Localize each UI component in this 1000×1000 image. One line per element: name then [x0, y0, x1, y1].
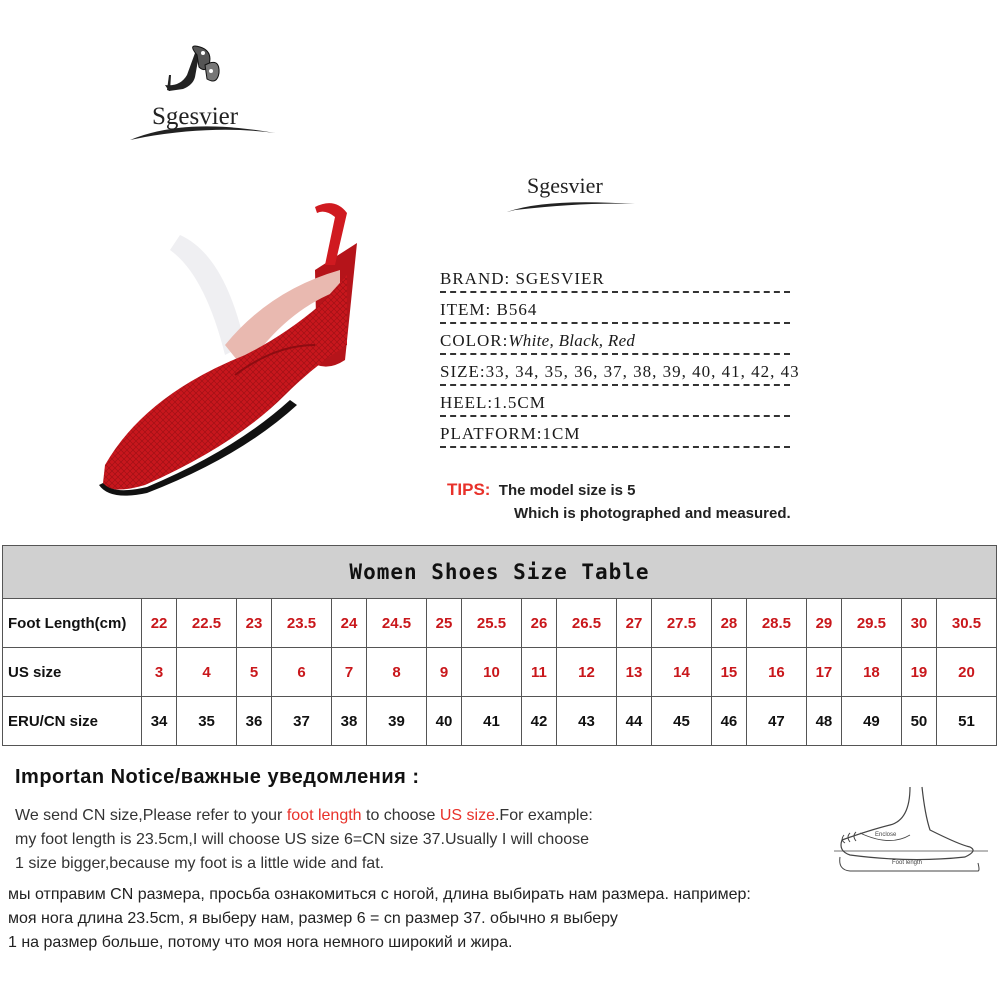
spec-heel: HEEL:1.5CM — [440, 389, 840, 420]
size-table-cell: 20 — [936, 648, 996, 697]
size-table-cell: 12 — [557, 648, 617, 697]
us-size-highlight: US size — [439, 807, 495, 824]
size-table-cell: 7 — [331, 648, 366, 697]
size-table-cell: 51 — [936, 697, 996, 746]
spec-platform: PLATFORM:1CM — [440, 420, 840, 451]
size-table-cell: 22.5 — [177, 599, 237, 648]
size-table-row — [3, 599, 997, 648]
size-table-cell: 18 — [841, 648, 901, 697]
size-table-cell: 24.5 — [367, 599, 427, 648]
size-table-cell: 8 — [367, 648, 427, 697]
size-table-cell: 6 — [272, 648, 332, 697]
spec-brand: BRAND: SGESVIER — [440, 265, 840, 296]
size-table-cell: 28 — [711, 599, 746, 648]
size-table-cell: 4 — [177, 648, 237, 697]
size-table-cell: 48 — [806, 697, 841, 746]
notice-english — [15, 804, 815, 876]
spec-color-label: COLOR: — [440, 331, 509, 350]
size-table-cell: 30 — [901, 599, 936, 648]
size-table-cell: 42 — [521, 697, 556, 746]
spec-list — [440, 265, 840, 451]
size-table-row — [3, 648, 997, 697]
size-table-cell: 46 — [711, 697, 746, 746]
size-table — [2, 545, 997, 746]
size-table-cell: 45 — [652, 697, 712, 746]
tips-line1 — [447, 480, 636, 500]
size-table-cell: 23.5 — [272, 599, 332, 648]
size-table-cell: 41 — [462, 697, 522, 746]
notice-en-line1: We send CN size,Please refer to your foot length to choose US size.For example: — [15, 807, 593, 824]
foot-length-highlight: foot length — [286, 807, 362, 824]
brand-logo — [125, 45, 285, 155]
notice-en-line3: 1 size bigger,because my foot is a little wide and fat. — [15, 855, 385, 872]
size-table-cell: 50 — [901, 697, 936, 746]
size-table-cell: 29.5 — [841, 599, 901, 648]
notice-title: Importan Notice/важные уведомления : — [15, 766, 420, 788]
notice-ru-line1: мы отправим CN размера, просьба ознакомиться с ногой, длина выбирать нам размера. например: — [8, 886, 751, 903]
size-table-cell: 39 — [367, 697, 427, 746]
foot-diagram — [830, 785, 990, 880]
size-table-cell: 25 — [426, 599, 461, 648]
size-table-cell: 35 — [177, 697, 237, 746]
size-table-cell: 28.5 — [746, 599, 806, 648]
size-table-title-row — [3, 546, 997, 599]
size-table-cell: 36 — [236, 697, 271, 746]
size-table-cell: 37 — [272, 697, 332, 746]
notice-en-line2: my foot length is 23.5cm,I will choose US size 6=CN size 37.Usually I will choose — [15, 831, 590, 848]
notice-ru-line3: 1 на размер больше, потому что моя нога немного широкий и жира. — [8, 934, 513, 951]
size-table-cell: 49 — [841, 697, 901, 746]
size-table-row-label: Foot Length(cm) — [3, 599, 142, 648]
size-table-cell: 9 — [426, 648, 461, 697]
size-table-cell: 10 — [462, 648, 522, 697]
size-table-row-label: US size — [3, 648, 142, 697]
tips-line2: Which is photographed and measured. — [514, 505, 791, 522]
size-table-cell: 14 — [652, 648, 712, 697]
size-table-cell: 34 — [142, 697, 177, 746]
spec-color-value: White, Black, Red — [508, 331, 636, 350]
size-table-cell: 24 — [331, 599, 366, 648]
size-table-cell: 17 — [806, 648, 841, 697]
size-table-title: Women Shoes Size Table — [3, 546, 997, 599]
foot-measure-icon — [830, 785, 990, 880]
size-table-cell: 44 — [616, 697, 651, 746]
tips-text1: The model size is 5 — [498, 482, 636, 499]
notice-russian — [8, 883, 998, 955]
size-table-row — [3, 697, 997, 746]
notice-ru-line2: моя нога длина 23.5cm, я выберу нам, размер 6 = cn размер 37. обычно я выберу — [8, 910, 618, 927]
size-table-cell: 25.5 — [462, 599, 522, 648]
shoe-image — [85, 195, 385, 505]
size-table-cell: 23 — [236, 599, 271, 648]
size-table-row-label: ERU/CN size — [3, 697, 142, 746]
size-table-cell: 27 — [616, 599, 651, 648]
size-table-cell: 16 — [746, 648, 806, 697]
spec-size: SIZE:33, 34, 35, 36, 37, 38, 39, 40, 41, 42, 43 — [440, 358, 840, 389]
brand-logo-text: Sgesvier — [152, 103, 239, 130]
brand-logo-small — [505, 165, 640, 220]
size-table-cell: 43 — [557, 697, 617, 746]
size-table-cell: 40 — [426, 697, 461, 746]
size-table-cell: 30.5 — [936, 599, 996, 648]
size-table-cell: 19 — [901, 648, 936, 697]
brand-logo-small-text: Sgesvier — [527, 173, 603, 198]
size-table-cell: 26 — [521, 599, 556, 648]
size-table-cell: 11 — [521, 648, 556, 697]
foot-enclose-label: Enclose — [875, 832, 897, 838]
tips-label: TIPS: — [447, 480, 491, 499]
size-table-cell: 15 — [711, 648, 746, 697]
size-table-cell: 29 — [806, 599, 841, 648]
size-table-cell: 3 — [142, 648, 177, 697]
size-table-cell: 13 — [616, 648, 651, 697]
size-table-cell: 5 — [236, 648, 271, 697]
size-table-cell: 38 — [331, 697, 366, 746]
size-table-cell: 26.5 — [557, 599, 617, 648]
foot-length-label: Foot length — [892, 860, 923, 866]
spec-item: ITEM: B564 — [440, 296, 840, 327]
size-table-cell: 47 — [746, 697, 806, 746]
butterfly-shoe-icon — [125, 45, 285, 155]
spec-color — [440, 327, 840, 358]
size-table-cell: 22 — [142, 599, 177, 648]
size-table-cell: 27.5 — [652, 599, 712, 648]
swoosh-icon — [505, 190, 640, 215]
